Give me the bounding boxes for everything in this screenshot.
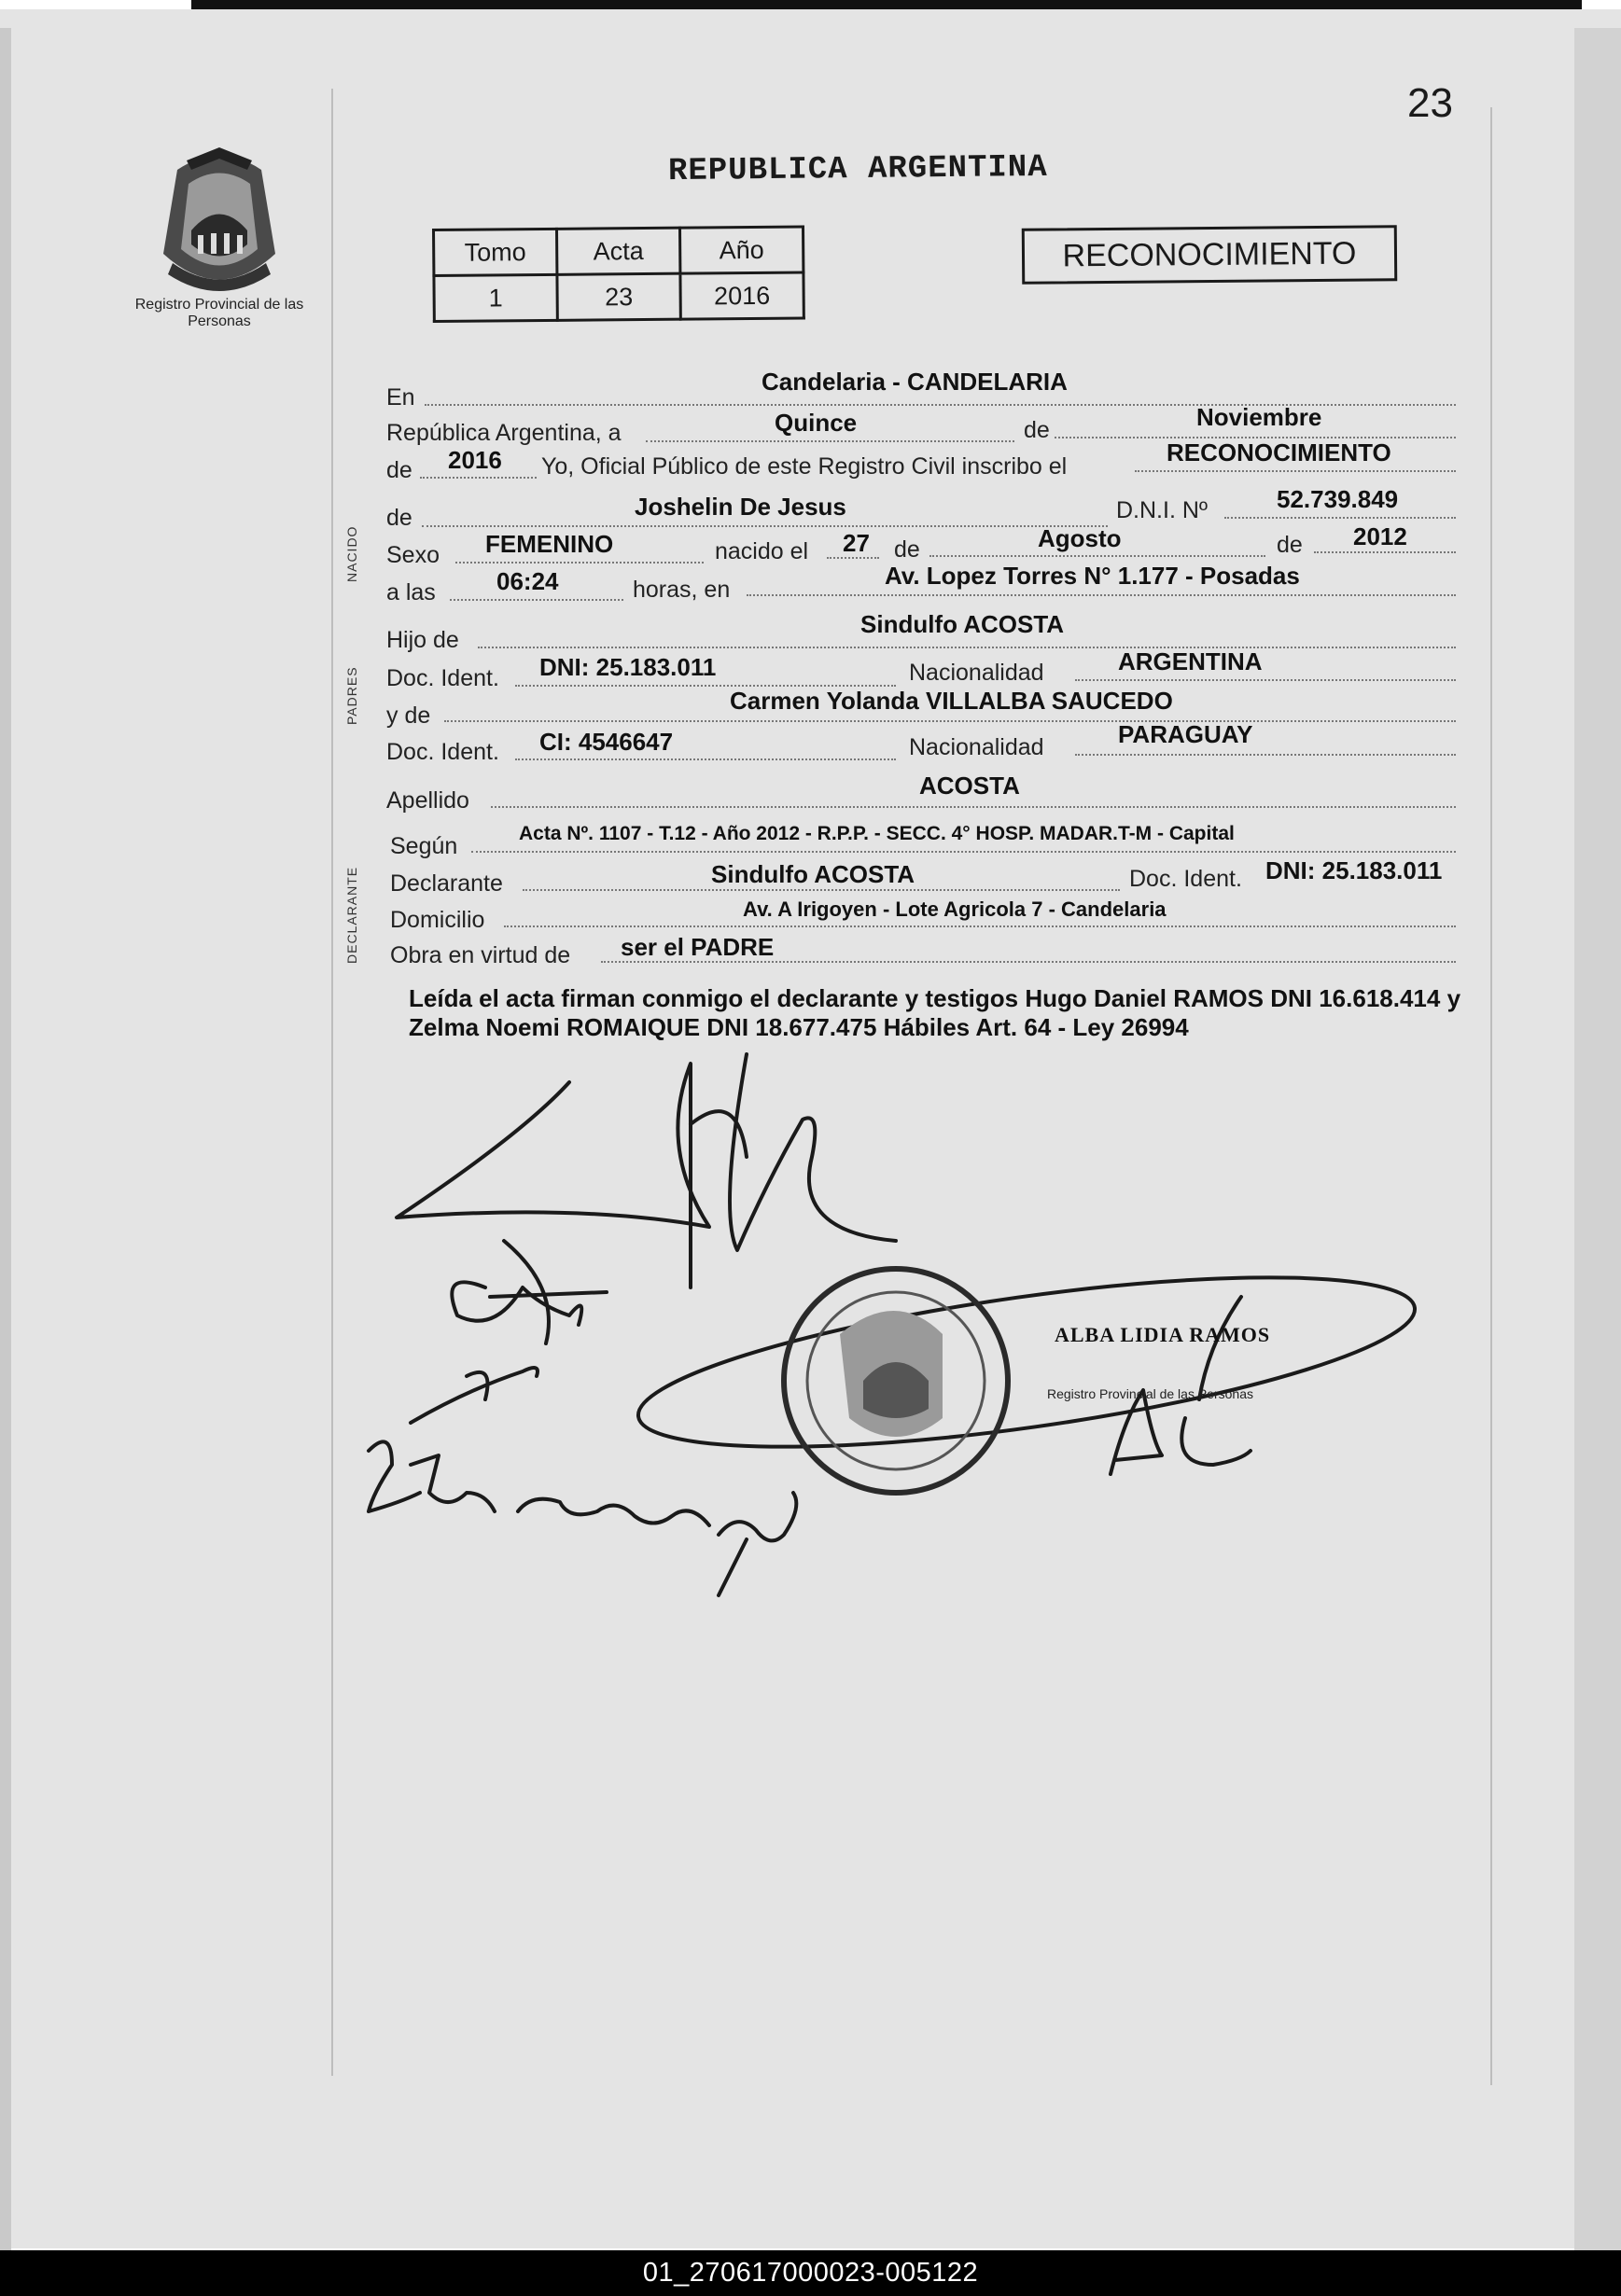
witness-signature-1 [411,1282,581,1423]
mother-nat-label: Nacionalidad [909,734,1044,760]
declarante-name: Sindulfo ACOSTA [711,860,915,888]
registry-round-seal [784,1269,1008,1493]
yde-label: y de [386,703,431,729]
act-value: RECONOCIMIENTO [1167,438,1391,466]
ano-value: 2016 [680,272,804,319]
stamp-officer-name: ALBA LIDIA RAMOS [1055,1323,1271,1346]
father-doc-label: Doc. Ident. [386,665,499,691]
segun-label: Según [390,833,458,859]
declarant-signature [397,1054,896,1287]
oficial-text: Yo, Oficial Público de este Registro Civil inscribo el [541,453,1068,480]
registration-year: 2016 [448,446,502,474]
tomo-value: 1 [434,274,557,321]
name-de-label: de [386,505,412,531]
sexo-label: Sexo [386,542,440,568]
republica-label: República Argentina, a [386,420,622,446]
acta-header: Acta [557,228,680,274]
segun-value: Acta Nº. 1107 - T.12 - Año 2012 - R.P.P. - SECC. 4° HOSP. MADAR.T-M - Capital [519,823,1235,844]
father-name: Sindulfo ACOSTA [860,610,1065,638]
acta-value: 23 [557,273,680,320]
registry-caption: Registro Provincial de las Personas [134,297,304,329]
child-name: Joshelin De Jesus [635,493,846,521]
year-de-label: de [386,457,412,483]
obra-value: ser el PADRE [621,933,775,961]
side-label-padres: PADRES [344,666,359,725]
en-label: En [386,384,415,410]
registration-month: Noviembre [1196,403,1322,431]
registration-day: Quince [775,409,858,437]
dni-label: D.N.I. Nº [1116,497,1209,523]
declarante-doc-label: Doc. Ident. [1129,866,1242,892]
mother-doc-label: Doc. Ident. [386,739,499,765]
child-sex: FEMENINO [485,530,614,558]
tomo-header: Tomo [434,229,557,275]
document-id-footer: 01_270617000023-005122 [0,2250,1621,2296]
nacido-label: nacido el [715,538,809,564]
closing-statement: Leída el acta firman conmigo el declarante y testigos Hugo Daniel RAMOS DNI 16.618.414 y Zelma Noemi ROMAIQUE DNI 18.677.475 Hábiles Art. 64 - Ley 26994 [409,984,1461,1041]
horas-label: horas, en [633,577,731,603]
father-doc: DNI: 25.183.011 [539,653,717,681]
birth-month-de-label: de [894,536,920,563]
birth-year-de-label: de [1277,532,1303,558]
witness-signature-2 [369,1441,796,1595]
alas-label: a las [386,579,436,605]
father-nat-label: Nacionalidad [909,660,1044,686]
hijo-label: Hijo de [386,627,459,653]
stamp-oval [629,1243,1423,1482]
birth-time: 06:24 [496,567,559,595]
birth-day: 27 [843,529,870,557]
father-nationality: ARGENTINA [1118,647,1263,675]
page-number: 23 [1407,80,1453,126]
declarante-doc: DNI: 25.183.011 [1265,856,1443,884]
country-title: REPUBLICA ARGENTINA [667,149,1048,190]
birth-year: 2012 [1353,522,1407,550]
act-type-box: RECONOCIMIENTO [1022,225,1398,285]
birth-place: Av. Lopez Torres N° 1.177 - Posadas [885,562,1300,590]
month-de-label: de [1024,417,1050,443]
apellido-value: ACOSTA [919,772,1020,800]
stamp-officer-role: Registro Provincial de las Personas [1047,1386,1253,1401]
child-dni: 52.739.849 [1277,485,1399,513]
domicilio-label: Domicilio [390,907,485,933]
obra-label: Obra en virtud de [390,942,571,968]
declarante-label: Declarante [390,870,503,897]
side-label-nacido: NACIDO [344,525,359,582]
mother-name: Carmen Yolanda VILLALBA SAUCEDO [730,687,1173,715]
birth-month: Agosto [1038,524,1122,552]
apellido-label: Apellido [386,787,469,814]
side-label-declarante: DECLARANTE [344,866,359,964]
ano-header: Año [680,227,804,273]
domicilio-value: Av. A Irigoyen - Lote Agricola 7 - Candelaria [743,898,1167,921]
place-of-registry: Candelaria - CANDELARIA [762,368,1068,396]
mother-nationality: PARAGUAY [1118,720,1253,748]
mother-doc: CI: 4546647 [539,728,674,756]
